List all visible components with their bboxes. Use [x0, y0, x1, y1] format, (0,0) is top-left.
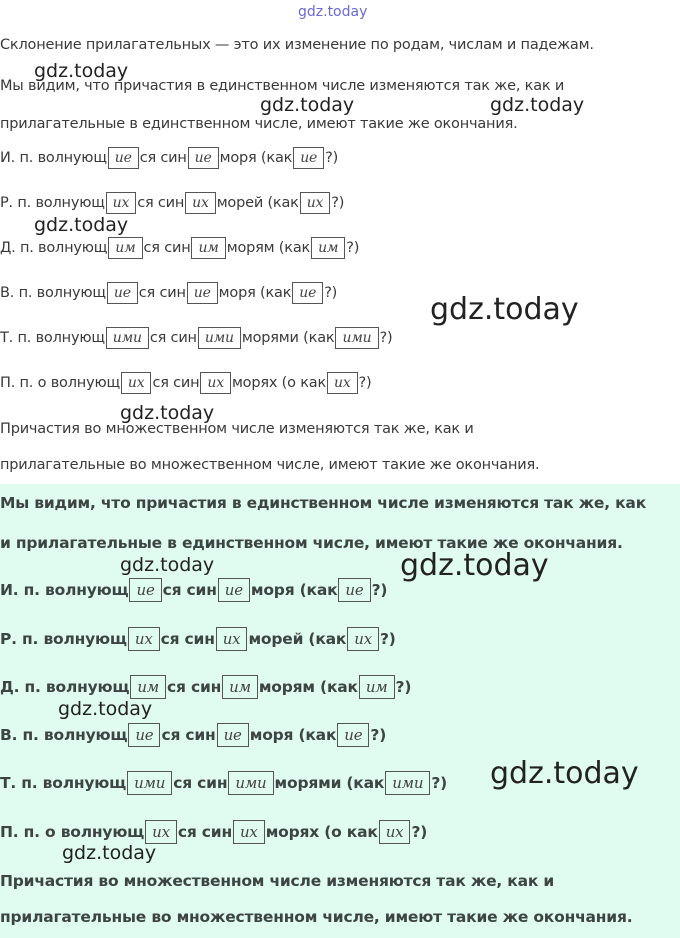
case-text: ?)	[379, 330, 393, 346]
case-text: И. п. волнующ	[0, 581, 129, 599]
ending-box: их	[121, 372, 152, 394]
answer-row-instrumental	[0, 771, 447, 795]
case-text: моря (как	[219, 150, 293, 166]
watermark: gdz.today	[62, 842, 157, 864]
ending-box: ими	[385, 771, 430, 795]
ending-box: ие	[218, 578, 250, 602]
watermark: gdz.today	[120, 554, 215, 576]
answer-line-2: и прилагательные в единственном числе, имеют такие же окончания.	[0, 534, 623, 552]
watermark-top: gdz.today	[298, 4, 368, 20]
definition-text: Склонение прилагательных — это их изменение по родам, числам и падежам.	[0, 37, 594, 53]
watermark: gdz.today	[34, 60, 129, 82]
case-text: моря (как	[249, 726, 337, 744]
ending-box: их	[233, 820, 265, 844]
case-text: В. п. волнующ	[0, 285, 106, 301]
case-row-genitive	[0, 192, 344, 214]
watermark: gdz.today	[400, 548, 549, 583]
case-text: ся син	[143, 240, 191, 256]
ending-box: ими	[127, 771, 172, 795]
case-row-instrumental	[0, 327, 392, 349]
case-row-dative	[0, 237, 359, 259]
case-text: ся син	[160, 630, 215, 648]
ending-box: их	[128, 627, 160, 651]
answer-plural-line-2: прилагательные во множественном числе, имеют такие же окончания.	[0, 908, 633, 926]
watermark: gdz.today	[34, 214, 129, 236]
case-text: морями (как	[241, 330, 335, 346]
ending-box: их	[216, 627, 248, 651]
case-text: морями (как	[274, 774, 385, 792]
ending-box: ими	[335, 327, 378, 349]
ending-box: ими	[106, 327, 149, 349]
ending-box: ие	[338, 578, 370, 602]
case-text: ?)	[395, 678, 412, 696]
ending-box: ие	[217, 723, 249, 747]
case-text: морям (как	[258, 678, 358, 696]
case-row-prepositional	[0, 372, 371, 394]
answer-row-nominative	[0, 578, 387, 602]
case-text: ?)	[431, 774, 448, 792]
case-text: И. п. волнующ	[0, 150, 107, 166]
case-text: ся син	[167, 678, 222, 696]
case-row-accusative	[0, 282, 337, 304]
watermark: gdz.today	[58, 698, 153, 720]
case-text: ?)	[324, 285, 338, 301]
case-text: ?)	[379, 630, 396, 648]
ending-box: ими	[198, 327, 241, 349]
case-text: ?)	[358, 375, 372, 391]
answer-row-genitive	[0, 627, 396, 651]
answer-plural-line-1: Причастия во множественном числе изменяются так же, как и	[0, 872, 555, 890]
ending-box: их	[185, 192, 216, 214]
ending-box: ие	[107, 282, 138, 304]
ending-box: ие	[129, 578, 161, 602]
watermark: gdz.today	[430, 292, 579, 327]
answer-row-prepositional	[0, 820, 427, 844]
case-text: ?)	[411, 823, 428, 841]
ending-box: их	[106, 192, 137, 214]
case-text: Т. п. волнующ	[0, 330, 105, 346]
watermark: gdz.today	[490, 756, 639, 791]
ending-box: их	[327, 372, 358, 394]
plural-line-2: прилагательные во множественном числе, имеют такие же окончания.	[0, 457, 540, 473]
case-text: ?)	[325, 150, 339, 166]
case-text: Д. п. волнующ	[0, 678, 130, 696]
case-text: морей (как	[248, 630, 347, 648]
case-text: ?)	[346, 240, 360, 256]
ending-box: их	[300, 192, 331, 214]
ending-box: ие	[337, 723, 369, 747]
answer-row-dative	[0, 675, 411, 699]
case-text: морях (о как	[231, 375, 327, 391]
case-text: П. п. о волнующ	[0, 823, 145, 841]
case-text: морях (о как	[265, 823, 378, 841]
case-text: ?)	[370, 726, 387, 744]
case-text: ся син	[162, 581, 217, 599]
ending-box: ими	[228, 771, 273, 795]
ending-box: ие	[293, 147, 324, 169]
case-text: Т. п. волнующ	[0, 774, 127, 792]
explanation-line-2: прилагательные в единственном числе, имеют такие же окончания.	[0, 116, 518, 132]
ending-box: им	[311, 237, 345, 259]
case-text: Р. п. волнующ	[0, 630, 127, 648]
case-text: ?)	[331, 195, 345, 211]
answer-row-accusative	[0, 723, 386, 747]
watermark: gdz.today	[490, 94, 585, 116]
watermark: gdz.today	[260, 94, 355, 116]
ending-box: их	[200, 372, 231, 394]
case-text: П. п. о волнующ	[0, 375, 120, 391]
ending-box: им	[359, 675, 395, 699]
case-text: морям (как	[226, 240, 311, 256]
ending-box: ие	[108, 147, 139, 169]
case-text: ся син	[138, 285, 186, 301]
case-text: ся син	[152, 375, 200, 391]
case-text: ся син	[177, 823, 232, 841]
case-text: Д. п. волнующ	[0, 240, 108, 256]
answer-line-1: Мы видим, что причастия в единственном числе изменяются так же, как	[0, 494, 647, 512]
ending-box: им	[222, 675, 258, 699]
case-text: моря (как	[250, 581, 338, 599]
case-text: В. п. волнующ	[0, 726, 128, 744]
ending-box: их	[347, 627, 379, 651]
case-text: морей (как	[216, 195, 299, 211]
case-text: ся син	[137, 195, 185, 211]
ending-box: ие	[187, 282, 218, 304]
case-text: ?)	[371, 581, 388, 599]
case-text: ся син	[139, 150, 187, 166]
ending-box: им	[108, 237, 142, 259]
plural-line-1: Причастия во множественном числе изменяются так же, как и	[0, 421, 474, 437]
ending-box: их	[145, 820, 177, 844]
case-text: моря (как	[218, 285, 292, 301]
ending-box: ие	[188, 147, 219, 169]
case-text: Р. п. волнующ	[0, 195, 105, 211]
case-text: ся син	[149, 330, 197, 346]
ending-box: их	[379, 820, 411, 844]
case-text: ся син	[173, 774, 228, 792]
ending-box: ие	[128, 723, 160, 747]
ending-box: им	[191, 237, 225, 259]
case-text: ся син	[161, 726, 216, 744]
case-row-nominative	[0, 147, 338, 169]
explanation-line-1: Мы видим, что причастия в единственном числе изменяются так же, как и	[0, 78, 565, 94]
ending-box: им	[130, 675, 166, 699]
watermark: gdz.today	[120, 402, 215, 424]
ending-box: ие	[292, 282, 323, 304]
